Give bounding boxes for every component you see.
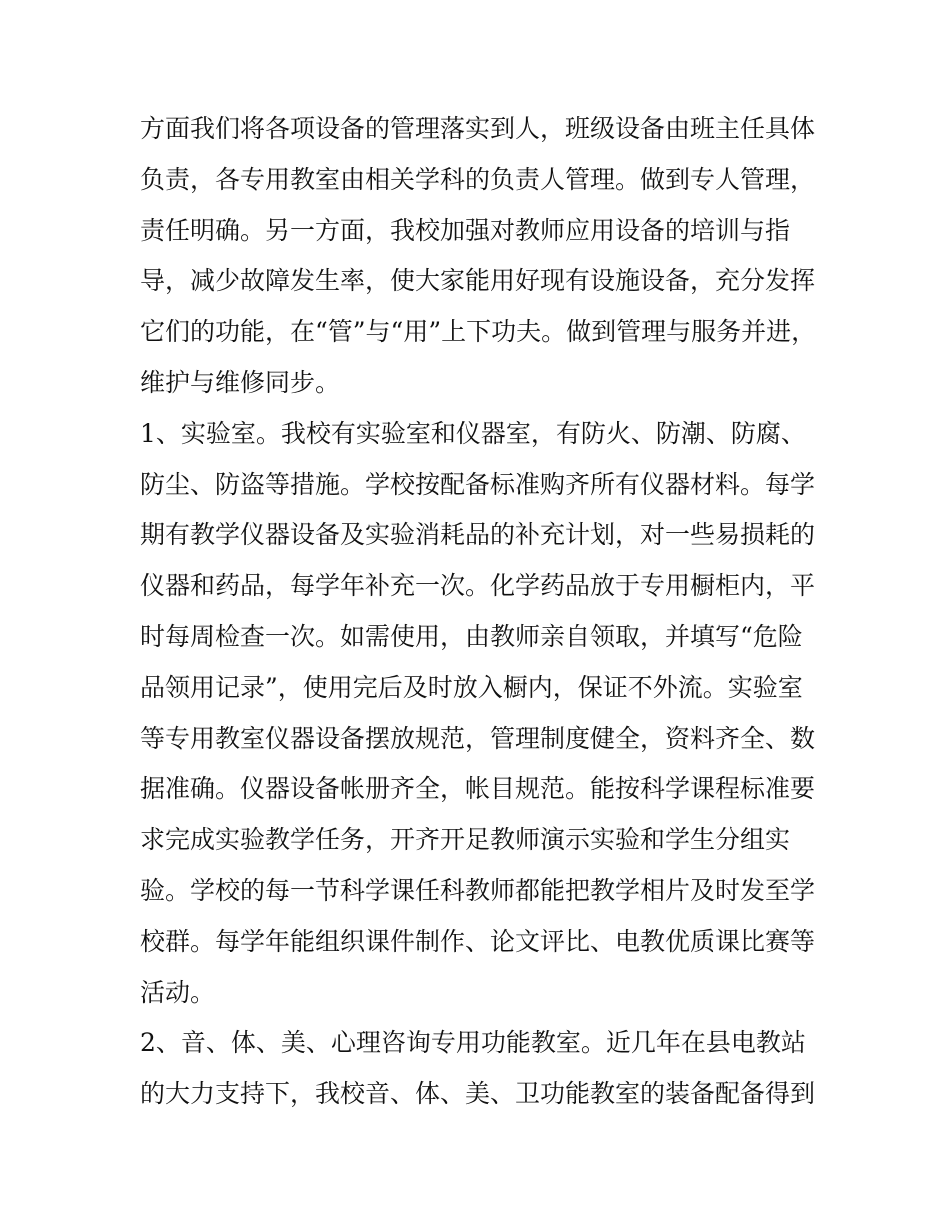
text-line: 导，减少故障发生率，使大家能用好现有设施设备，充分发挥 bbox=[140, 266, 816, 296]
text-line: 负责，各专用教室由相关学科的负责人管理。做到专人管理， bbox=[140, 164, 816, 194]
text-line: 仪器和药品，每学年补充一次。化学药品放于专用橱柜内，平 bbox=[140, 571, 816, 601]
text-line: 1、实验室。我校有实验室和仪器室，有防火、防潮、防腐、 bbox=[140, 418, 806, 448]
text-line: 品领用记录”，使用完后及时放入橱内，保证不外流。实验室 bbox=[140, 672, 803, 702]
text-line: 防尘、防盗等措施。学校按配备标准购齐所有仪器材料。每学 bbox=[140, 469, 816, 499]
text-line: 校群。每学年能组织课件制作、论文评比、电教优质课比赛等 bbox=[140, 926, 816, 956]
text-line: 时每周检查一次。如需使用，由教师亲自领取，并填写“危险 bbox=[140, 621, 803, 651]
text-line: 活动。 bbox=[140, 977, 216, 1007]
text-line: 责任明确。另一方面，我校加强对教师应用设备的培训与指 bbox=[140, 215, 791, 245]
text-line: 等专用教室仪器设备摆放规范，管理制度健全，资料齐全、数 bbox=[140, 723, 816, 753]
text-line: 求完成实验教学任务，开齐开足教师演示实验和学生分组实 bbox=[140, 825, 791, 855]
text-line: 据准确。仪器设备帐册齐全，帐目规范。能按科学课程标准要 bbox=[140, 774, 816, 804]
text-line: 维护与维修同步。 bbox=[140, 367, 341, 397]
body-text bbox=[140, 104, 820, 1120]
text-line: 期有教学仪器设备及实验消耗品的补充计划，对一些易损耗的 bbox=[140, 520, 816, 550]
text-line: 2、音、体、美、心理咨询专用功能教室。近几年在县电教站 bbox=[140, 1028, 806, 1058]
text-line: 验。学校的每一节科学课任科教师都能把教学相片及时发至学 bbox=[140, 875, 816, 905]
text-line: 方面我们将各项设备的管理落实到人，班级设备由班主任具体 bbox=[140, 114, 816, 143]
text-line: 它们的功能，在“管”与“用”上下功夫。做到管理与服务并进， bbox=[140, 317, 817, 347]
text-line: 的大力支持下，我校音、体、美、卫功能教室的装备配备得到 bbox=[140, 1079, 816, 1109]
